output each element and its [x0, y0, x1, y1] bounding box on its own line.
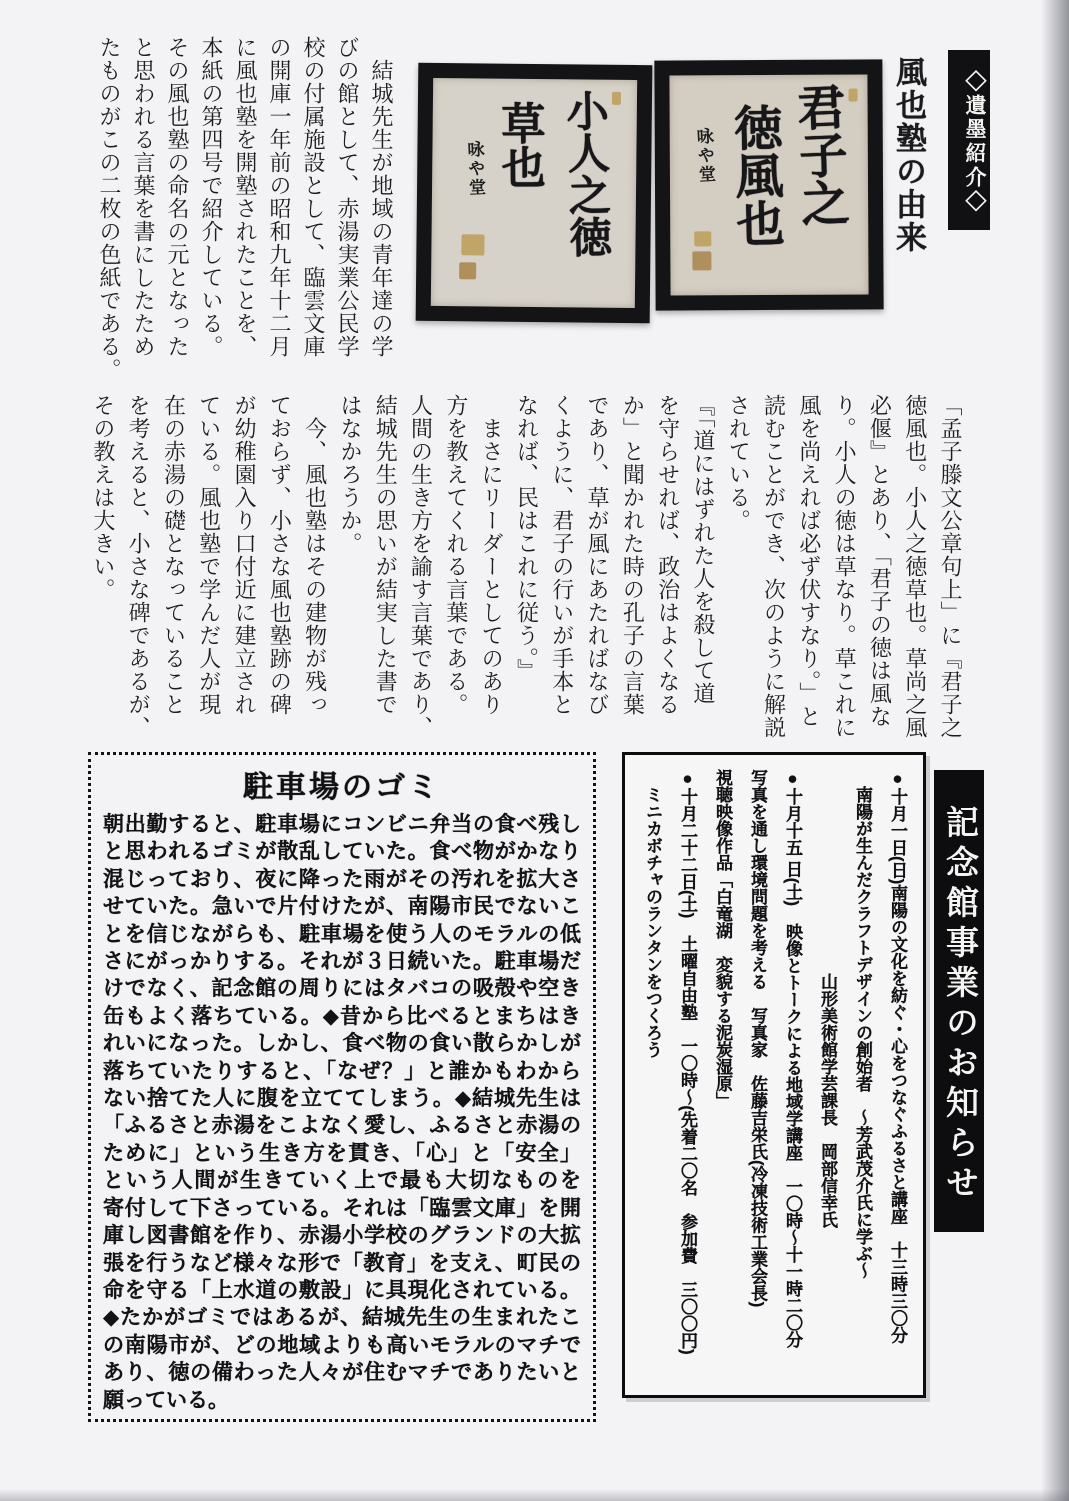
parking-trash-title: 駐車場のゴミ	[243, 771, 441, 804]
main-column: ておらず、小さな風也塾跡の碑	[267, 394, 293, 716]
announcements-title-bar: 記念館事業のお知らせ	[934, 770, 984, 1232]
announce-column: ミニカボチャのランタンをつくろう	[643, 769, 662, 1058]
gomi-line: ない捨てた人に腹を立ててしまう。◆結城先生は	[103, 1087, 581, 1111]
main-column: 今、風也塾はその建物が残っ	[302, 394, 328, 716]
scan-edge-artifact	[1041, 0, 1069, 1501]
gomi-line: 缶もよく落ちている。◆昔から比べるとまちはき	[103, 1004, 581, 1028]
main-column: 風を尚えれば必ず伏すなり。」と	[796, 394, 822, 728]
main-column: か」と聞かれた時の孔子の言葉	[620, 394, 646, 716]
section-badge: ◇遺墨紹介◇	[948, 50, 990, 230]
intro-column: の開庫一年前の昭和九年十二月	[267, 36, 292, 358]
calligraphy-signature: 咏や堂	[693, 126, 716, 185]
calligraphy-line: 君子之	[788, 81, 848, 228]
seal-stamp	[612, 92, 621, 105]
main-column: 必偃』とあり、「君子の徳は風な	[867, 394, 893, 728]
announce-column: 視聴映像作品「白竜湖 変貌する泥炭湿原」	[713, 769, 732, 1109]
main-column: 『「道にはずれた人を殺して道	[690, 394, 716, 705]
announce-column: ●十月二十二日(土) 土曜自由塾 一〇時～(先着二〇名 参加費 三〇〇円)	[678, 769, 697, 1355]
calligraphy-line: 草也	[494, 100, 544, 190]
main-column: であり、草が風にあたればなび	[585, 394, 611, 716]
gomi-line: 朝出勤すると、駐車場にコンビニ弁当の食べ残し	[103, 813, 581, 836]
scan-edge-artifact	[0, 1489, 1069, 1501]
main-column: 人間の生き方を諭す言葉であり、	[408, 394, 434, 739]
main-column: はなかろうか。	[337, 394, 363, 555]
gomi-line: 命を守る「上水道の敷設」に具現化されている。	[103, 1278, 581, 1302]
calligraphy-signature: 咏や堂	[464, 140, 486, 198]
parking-trash-box	[88, 752, 596, 1422]
main-column: 「孟子滕文公章句上」に『君子之	[938, 394, 963, 739]
seal-stamp	[459, 262, 476, 279]
calligraphy-frame-right	[654, 59, 883, 310]
intro-column: 校の付属施設として、臨雲文庫	[301, 36, 326, 358]
main-column: 在の赤湯の礎となっていること	[161, 394, 187, 716]
announce-column: ●十月十五 日(土) 映像とトークによる地域学講座 一〇時～十一時二〇分	[783, 769, 802, 1349]
gomi-line: 張を行うなど様々な形で「教育」を支え、町民の	[103, 1251, 581, 1275]
gomi-line: 庫し図書館を作り、赤湯小学校のグランドの大拡	[103, 1224, 581, 1248]
gomi-line: と思われるゴミが散乱していた。食べ物がかなり	[103, 840, 581, 864]
gomi-line: ために」という生き方を貫き、「心」と「安全」	[103, 1141, 581, 1165]
intro-column: たものがこの二枚の色紙である。	[97, 36, 122, 381]
main-column: が幼稚園入り口付近に建立され	[232, 394, 258, 716]
gomi-line: の南陽市が、どの地域よりも高いモラルのマチで	[103, 1333, 581, 1357]
intro-column: と思われる言葉を書にしたため	[131, 36, 156, 358]
main-column: を守らせれば、政治はよくなる	[655, 394, 681, 716]
calligraphy-line: 徳風也	[726, 102, 783, 248]
gomi-line: という人間が生きていく上で最も大切なものを	[103, 1169, 581, 1193]
gomi-line: れいになった。しかし、食べ物の食い散らかしが	[103, 1032, 581, 1056]
main-column: まさにリーダーとしてのあり	[479, 394, 505, 716]
gomi-line: ◆たかがゴミではあるが、結城先生の生まれたこ	[103, 1306, 581, 1330]
announce-column: ●十月一日(日)南陽の文化を紡ぐ・心をつなぐふるさと講座 十三時三〇分	[888, 769, 907, 1344]
main-column: 徳風也。小人之徳草也。草尚之風	[902, 394, 928, 739]
gomi-line: けでなく、記念館の周りにはタバコの吸殻や空き	[103, 977, 581, 1001]
gomi-line: さにがっかりする。それが３日続いた。駐車場だ	[103, 950, 581, 974]
announcements-box	[622, 752, 926, 1398]
intro-column: に風也塾を開塾されたことを、	[233, 36, 258, 358]
main-article	[84, 394, 968, 748]
gomi-line: 願っている。	[103, 1388, 229, 1412]
gomi-line: 寄付して下さっている。それは「臨雲文庫」を開	[103, 1196, 581, 1220]
main-column: り。小人の徳は草なり。草これに	[832, 394, 858, 739]
intro-column: その風也塾の命名の元となった	[165, 36, 190, 358]
main-column: その教えは大きい。	[90, 394, 116, 601]
main-column: を考えると、小さな碑であるが、	[126, 394, 152, 739]
calligraphy-frame-left	[416, 63, 653, 323]
intro-paragraph	[88, 36, 398, 390]
main-column: されている。	[726, 394, 752, 532]
gomi-line: せていた。急いで片付けたが、南陽市民でないこ	[103, 895, 581, 919]
announce-column: 山形美術館学芸課長 岡部信幸氏	[818, 769, 837, 1228]
seal-stamp	[694, 231, 711, 246]
page-title: 風也塾の由来	[891, 56, 926, 254]
calligraphy-mat	[431, 78, 637, 308]
gomi-line: 落ちていたりすると、「なぜ？」と誰かもわから	[103, 1059, 581, 1083]
announcements-content	[629, 769, 915, 1385]
intro-column: 結城先生が地域の青年達の学	[369, 36, 394, 358]
calligraphy-mat	[669, 74, 868, 295]
calligraphy-line: 小人之徳	[560, 88, 611, 259]
gomi-line: 混じっており、夜に降った雨がその汚れを拡大さ	[103, 867, 581, 891]
seal-stamp	[461, 234, 484, 255]
main-column: 結城先生の思いが結実した書で	[373, 394, 399, 716]
main-column: ている。風也塾で学んだ人が現	[196, 394, 222, 716]
announce-column: 写真を通し環境問題を考える 写真家 佐藤吉栄氏(冷凍技術工業会長)	[748, 769, 767, 1308]
intro-column: びの館として、赤湯実業公民学	[335, 36, 360, 358]
gomi-line: とを信じながらも、駐車場を使う人のモラルの低	[103, 922, 581, 946]
intro-column: 本紙の第四号で紹介している。	[199, 36, 224, 358]
announce-column: 南陽が生んだクラフトデザインの創始者 ～芳武茂介氏に学ぶ～	[853, 769, 872, 1279]
gomi-line: あり、徳の備わった人々が住むマチでありたいと	[103, 1361, 581, 1385]
seal-stamp	[848, 89, 857, 102]
main-column: 方を教えてくれる言葉である。	[443, 394, 469, 716]
main-column: くように、君子の行いが手本と	[549, 394, 575, 716]
main-column: なれば、民はこれに従う。』	[514, 394, 540, 682]
seal-stamp	[692, 251, 711, 270]
gomi-line: 「ふるさと赤湯をこよなく愛し、ふるさと赤湯の	[103, 1114, 581, 1138]
main-column: 読むことができ、次のように解説	[761, 394, 787, 739]
